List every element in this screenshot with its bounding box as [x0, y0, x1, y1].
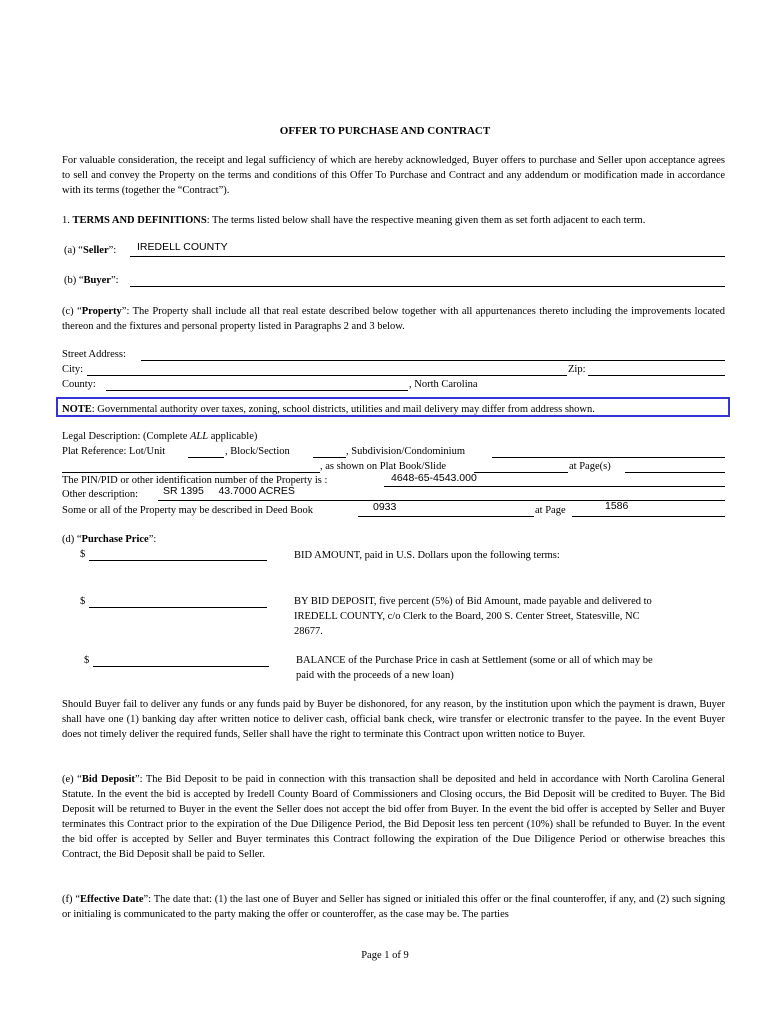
bid-deposit-text-1: BY BID DEPOSIT, five percent (5%) of Bid Amount, made payable and delivered to	[294, 596, 652, 607]
street-address-field[interactable]	[141, 347, 725, 361]
bid-deposit-dollar: $	[80, 596, 86, 607]
other-description-label: Other description:	[62, 489, 139, 500]
deed-page-value: 1586	[605, 500, 629, 512]
bid-amount-dollar: $	[80, 549, 86, 560]
state-text: , North Carolina	[409, 379, 478, 390]
bid-deposit-field[interactable]	[89, 594, 267, 608]
balance-field[interactable]	[93, 653, 269, 667]
county-field[interactable]	[106, 377, 408, 391]
plat-pages-field[interactable]	[625, 459, 725, 473]
bid-deposit-paragraph: (e) “Bid Deposit”: The Bid Deposit to be paid in connection with this transaction shall be deposited and held in accordance with North Carolina General Statute. In the event the bid is accepted by Iredell County Board of Commissioners and Closing occurs, the Bid Deposit will be credited to Buyer. The Bid Deposit will be returned to Buyer in the event the Seller does not accept the bid offer from Buyer. In the event the bid offer is accepted by Seller and Buyer terminates this Contract prior to the expiration of the Due Diligence Period, the Bid Deposit less ten percent (10%) shall be refunded to Buyer. In the event the bid offer is accepted by Seller and Buyer terminates this Contract following the expiration of the Due Diligence Period or otherwise breaches this Contract, the Bid Deposit shall be paid to Seller.	[62, 774, 726, 860]
city-field[interactable]	[87, 362, 567, 376]
terms-heading: TERMS AND DEFINITIONS	[72, 215, 207, 226]
other-description-value: SR 1395 43.7000 ACRES	[163, 485, 295, 497]
page-title: OFFER TO PURCHASE AND CONTRACT	[279, 125, 491, 137]
subdivision-field[interactable]	[492, 444, 725, 458]
zip-label: Zip:	[568, 364, 586, 375]
county-label: County:	[62, 379, 96, 390]
city-label: City:	[62, 364, 84, 375]
bid-deposit-text-3: 28677.	[294, 626, 323, 637]
buyer-fail-paragraph: Should Buyer fail to deliver any funds or any funds paid by Buyer be dishonored, for any reason, by the institution upon which the payment is drawn, Buyer shall have one (1) banking day after written notice to deliver cash, official bank check, wire transfer or electronic transfer to the payee. In the event Buyer does not timely deliver the required funds, Seller shall have the right to terminate this Contract upon written notice to Buyer.	[62, 699, 725, 740]
lot-unit-field[interactable]	[188, 444, 224, 458]
deed-page-field[interactable]	[572, 503, 725, 517]
at-page-label: at Page	[535, 505, 566, 516]
note-text: NOTE: Governmental authority over taxes, zoning, school districts, utilities and mail delivery may differ from address shown.	[62, 404, 595, 415]
plat-book-field[interactable]	[474, 459, 568, 473]
plat-reference-label: Plat Reference: Lot/Unit	[62, 446, 166, 457]
effective-date-paragraph: (f) “Effective Date”: The date that: (1) the last one of Buyer and Seller has signed or initialed this offer or the final counteroffer, if any, and (2) such signing or initialing is communicated to the party making the offer or counteroffer, as the case may be. The parties	[62, 894, 725, 920]
pin-value: 4648-65-4543.000	[391, 472, 477, 484]
deed-book-value: 0933	[373, 501, 397, 513]
buyer-field[interactable]	[130, 273, 725, 287]
pin-label: The PIN/PID or other identification number of the Property is :	[62, 475, 328, 486]
at-pages-label: at Page(s)	[569, 461, 611, 472]
terms-definitions-paragraph: 1. TERMS AND DEFINITIONS: The terms listed below shall have the respective meaning given them as set forth adjacent to each term.	[62, 215, 646, 226]
purchase-price-label: (d) “Purchase Price”:	[62, 534, 157, 545]
bid-amount-text: BID AMOUNT, paid in U.S. Dollars upon the following terms:	[294, 550, 560, 561]
subdivision-continued-field[interactable]	[62, 459, 320, 473]
buyer-label: (b) “Buyer”:	[64, 275, 119, 286]
block-section-field[interactable]	[313, 444, 346, 458]
property-paragraph: (c) “Property”: The Property shall include all that real estate described below together with all appurtenances thereto including the improvements located thereon and the fixtures and personal property listed in Paragraphs 2 and 3 below.	[62, 306, 725, 332]
block-section-label: , Block/Section	[225, 446, 290, 457]
deed-book-label: Some or all of the Property may be described in Deed Book	[62, 505, 314, 516]
plat-book-label: , as shown on Plat Book/Slide	[320, 461, 447, 472]
subdivision-label: , Subdivision/Condominium	[346, 446, 466, 457]
seller-value: IREDELL COUNTY	[137, 241, 228, 253]
page-number: Page 1 of 9	[361, 950, 409, 961]
balance-dollar: $	[84, 655, 90, 666]
legal-description-heading: Legal Description: (Complete ALL applicable)	[62, 431, 258, 442]
bid-deposit-text-2: IREDELL COUNTY, c/o Clerk to the Board, 200 S. Center Street, Statesville, NC	[294, 611, 640, 622]
balance-text-1: BALANCE of the Purchase Price in cash at Settlement (some or all of which may be	[296, 655, 653, 666]
seller-label: (a) “Seller”:	[64, 245, 117, 256]
intro-paragraph: For valuable consideration, the receipt and legal sufficiency of which are hereby acknowledged, Buyer offers to purchase and Seller upon acceptance agrees to sell and convey the Property on the terms and conditions of this Offer To Purchase and Contract and any addendum or modification made in accordance with its terms (together the “Contract”).	[62, 155, 725, 196]
bid-amount-field[interactable]	[89, 547, 267, 561]
zip-field[interactable]	[588, 362, 725, 376]
balance-text-2: paid with the proceeds of a new loan)	[296, 670, 454, 681]
street-address-label: Street Address:	[62, 349, 126, 360]
